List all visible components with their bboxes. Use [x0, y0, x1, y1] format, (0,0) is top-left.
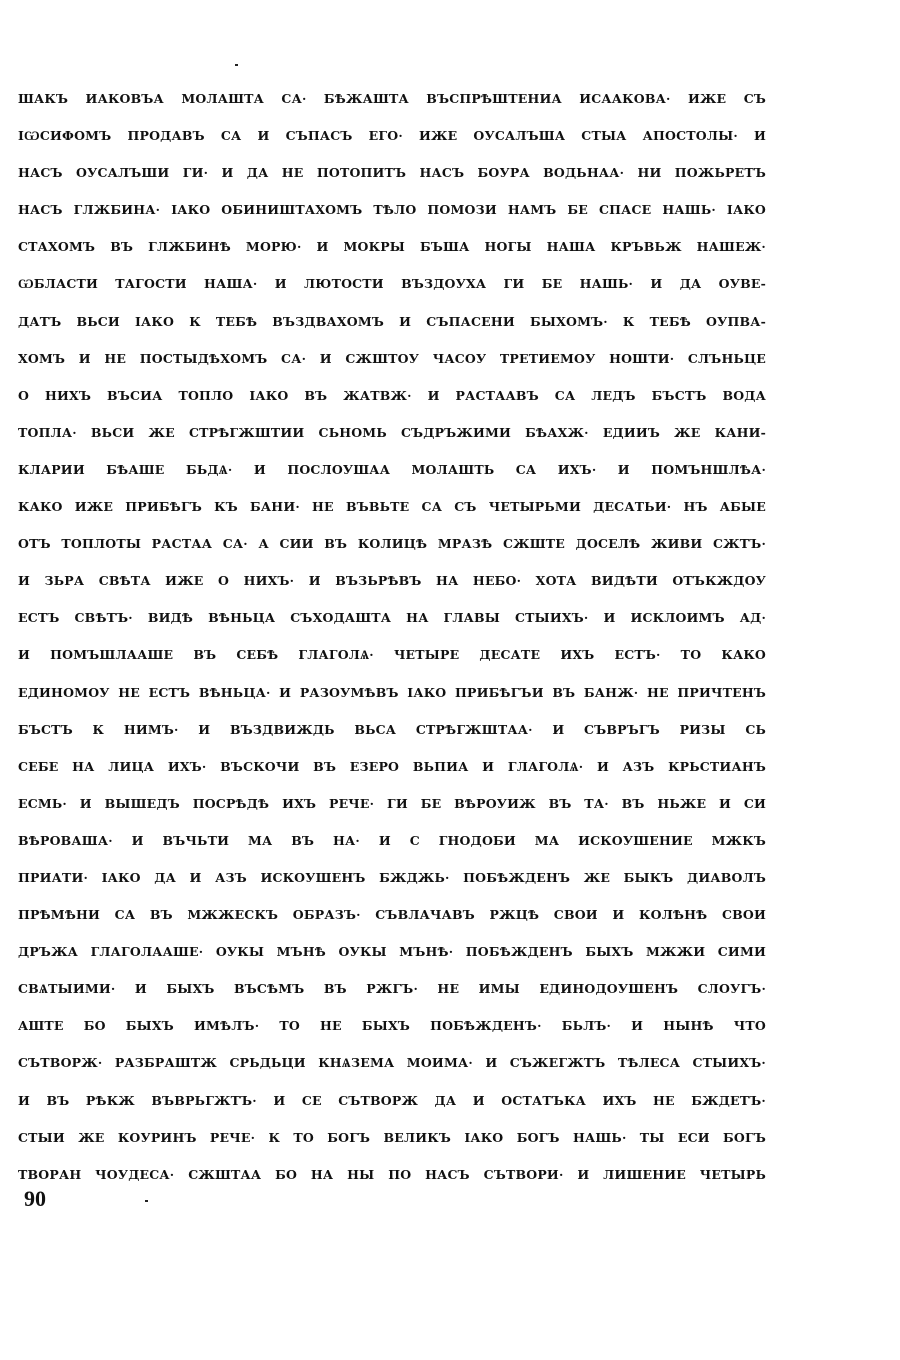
- text-line: И ВЪ РѢКЖ ВЪВРЬГЖТЪ· И СЕ СЪТВОРЖ ДА И ОСТАТЪКА ИХЪ НЕ БЖДЕТЪ·: [18, 1092, 766, 1108]
- stray-mark: [235, 64, 238, 66]
- text-line: НАСЪ ОУСАЛЪШИ ГИ· И ДА НЕ ПОТОПИТЪ НАСЪ БОУРА ВОДЬНАА· НИ ПОЖЬРЕТЪ: [18, 165, 766, 181]
- text-line: СТАХОМЪ ВЪ ГЛЖБИНѢ МОРЮ· И МОКРЫ БЪША НОГЫ НАША КРЪВЬЖ НАШЕЖ·: [18, 239, 766, 255]
- text-line: ЕСМЬ· И ВЫШЕДЪ ПОСРѢДѢ ИХЪ РЕЧЕ· ГИ БЕ ВѢРОУИЖ ВЪ ТА· ВЪ НЬЖЕ И СИ: [18, 795, 766, 811]
- text-line: ІѠСИФОМЪ ПРОДАВЪ СА И СЪПАСЪ ЕГО· ИЖЕ ОУСАЛЪША СТЫА АПОСТОЛЫ· И: [18, 128, 766, 144]
- text-line: ШАКЪ ИАКОВЪА МОЛАШТА СА· БѢЖАШТА ВЪСПРѢШТЕНИА ИСААКОВА· ИЖЕ СЪ: [18, 91, 766, 106]
- text-line: ХОМЪ И НЕ ПОСТЫДѢХОМЪ СА· И СЖШТОУ ЧАСОУ ТРЕТИЕМОУ НОШТИ· СЛЪНЬЦЕ: [18, 350, 766, 366]
- text-line: ЕДИНОМОУ НЕ ЕСТЪ ВѢНЬЦА· И РАЗОУМѢВЪ ІАКО ПРИБѢГЪИ ВЪ БАНЖ· НЕ ПРИЧТЕНЪ: [18, 684, 766, 700]
- text-line: СТЫИ ЖЕ КОУРИНЪ РЕЧЕ· К ТО БОГЪ ВЕЛИКЪ ІАКО БОГЪ НАШЬ· ТЫ ЕСИ БОГЪ: [18, 1129, 766, 1145]
- text-line: КЛАРИИ БѢАШЕ БЬДѦ· И ПОСЛОУШАА МОЛАШТЬ СА ИХЪ· И ПОМЪНШЛѢА·: [18, 461, 766, 477]
- text-line: ВѢРОВАША· И ВЪЧЬТИ МА ВЪ НА· И С ГНОДОБИ МА ИСКОУШЕНИЕ МЖКЪ: [18, 832, 766, 848]
- text-line: ТВОРАН ЧОУДЕСА· СЖШТАА БО НА НЫ ПО НАСЪ СЪТВОРИ· И ЛИШЕНИЕ ЧЕТЫРЬ: [18, 1166, 766, 1182]
- text-line: ПРИАТИ· ІАКО ДА И АЗЪ ИСКОУШЕНЪ БЖДЖЬ· ПОБѢЖДЕНЪ ЖЕ БЫКЪ ДИАВОЛЪ: [18, 869, 766, 885]
- text-line: ТОПЛА· ВЬСИ ЖЕ СТРѢГЖШТИИ СЬНОМЬ СЪДРЪЖИМИ БѢАХЖ· ЕДИИЪ ЖЕ КАНИ-: [18, 424, 766, 440]
- text-line: КАКО ИЖЕ ПРИБѢГЪ КЪ БАНИ· НЕ ВЪВЬТЕ СА СЪ ЧЕТЫРЬМИ ДЕСАТЬИ· НЪ АБЫЕ: [18, 499, 766, 515]
- text-line: ДАТЪ ВЬСИ ІАКО К ТЕБѢ ВЪЗДВАХОМЪ И СЪПАСЕНИ БЫХОМЪ· К ТЕБѢ ОУПВА-: [18, 313, 766, 329]
- text-line: ДРЪЖА ГЛАГОЛААШЕ· ОУКЫ МЪНѢ ОУКЫ МЪНѢ· ПОБѢЖДЕНЪ БЫХЪ МЖЖИ СИМИ: [18, 944, 766, 960]
- text-line: ОТЪ ТОПЛОТЫ РАСТАА СА· А СИИ ВЪ КОЛИЦѢ МРАЗѢ СЖШТЕ ДОСЕЛѢ ЖИВИ СЖТЪ·: [18, 536, 766, 552]
- text-line: ѠБЛАСТИ ТАГОСТИ НАША· И ЛЮТОСТИ ВЪЗДОУХА ГИ БЕ НАШЬ· И ДА ОУВЕ-: [18, 276, 766, 292]
- page-number: 90: [24, 1186, 46, 1211]
- text-line: И ЗЬРА СВѢТА ИЖЕ О НИХЪ· И ВЪЗЬРѢВЪ НА НЕБО· ХОТА ВИДѢТИ ОТЪКЖДОУ: [18, 573, 766, 589]
- text-line: ПРѢМѢНИ СА ВЪ МЖЖЕСКЪ ОБРАЗЪ· СЪВЛАЧАВЪ РЖЦѢ СВОИ И КОЛѢНѢ СВОИ: [18, 907, 766, 923]
- text-line: И ПОМЪШЛААШЕ ВЪ СЕБѢ ГЛАГОЛѦ· ЧЕТЫРЕ ДЕСАТЕ ИХЪ ЕСТЪ· ТО КАКО: [18, 647, 766, 663]
- text-line: СЕБЕ НА ЛИЦА ИХЪ· ВЪСКОЧИ ВЪ ЕЗЕРО ВЬПИА И ГЛАГОЛѦ· И АЗЪ КРЬСТИАНЪ: [18, 758, 766, 774]
- text-line: БЪСТЪ К НИМЪ· И ВЪЗДВИЖДЬ ВЬСА СТРѢГЖШТАА· И СЪВРЪГЪ РИЗЫ СЬ: [18, 721, 766, 737]
- text-line: ЕСТЪ СВѢТЪ· ВИДѢ ВѢНЬЦА СЪХОДАШТА НА ГЛАВЫ СТЫИХЪ· И ИСКЛОИМЪ АД·: [18, 610, 766, 626]
- text-line: НАСЪ ГЛЖБИНА· ІАКО ОБИНИШТАХОМЪ ТѢЛО ПОМОЗИ НАМЪ БЕ СПАСЕ НАШЬ· ІАКО: [18, 202, 766, 218]
- text-line: О НИХЪ ВЪСИА ТОПЛО ІАКО ВЪ ЖАТВЖ· И РАСТААВЪ СА ЛЕДЪ БЪСТЪ ВОДА: [18, 387, 766, 403]
- body-text: [18, 80, 766, 1193]
- text-line: СЪТВОРЖ· РАЗБРАШТЖ СРЬДЬЦИ КНѦЗЕМА МОИМА· И СЪЖЕГЖТЪ ТѢЛЕСА СТЫИХЪ·: [18, 1055, 766, 1071]
- text-line: АШТЕ БО БЫХЪ ИМѢЛЪ· ТО НЕ БЫХЪ ПОБѢЖДЕНЪ· БЬЛЪ· И НЫНѢ ЧТО: [18, 1018, 766, 1034]
- text-line: СВѦТЫИМИ· И БЫХЪ ВЪСѢМЪ ВЪ РЖГЪ· НЕ ИМЫ ЕДИНОДОУШЕНЪ СЛОУГЪ·: [18, 981, 766, 997]
- stray-mark: [145, 1200, 148, 1202]
